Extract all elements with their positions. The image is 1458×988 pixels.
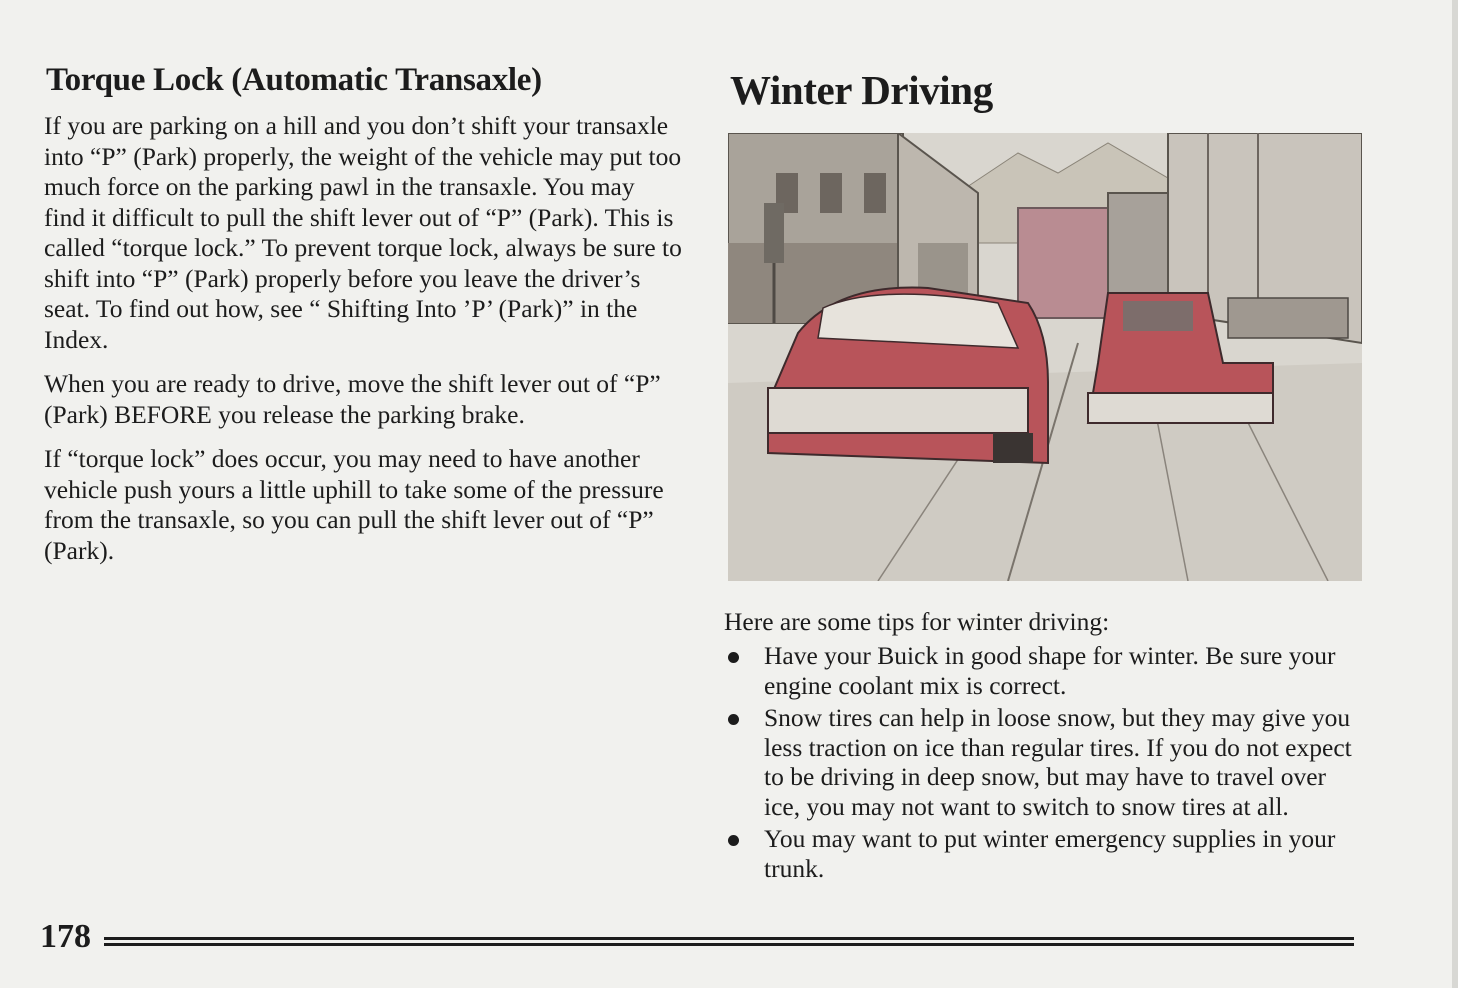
torque-lock-heading: Torque Lock (Automatic Transaxle): [46, 62, 542, 98]
page-footer: [40, 918, 1360, 958]
bullet-icon: [728, 835, 739, 846]
footer-rule: [104, 937, 1354, 946]
right-column: [726, 66, 1366, 134]
tips-list: [724, 641, 1364, 883]
page-number: 178: [40, 918, 91, 955]
tip-text: You may want to put winter emergency supplies in your trunk.: [764, 824, 1336, 883]
tip-text: Snow tires can help in loose snow, but they may give you less traction on ice than regular tires. If you do not expect to be driving in deep snow, but may have to travel over ice, you may not want to switch to snow tires at all.: [764, 703, 1352, 821]
torque-lock-paragraph-3: If “torque lock” does occur, you may need to have another vehicle push yours a little uphill to take some of the pressure from the transaxle, so you can pull the shift lever out of “P” (Park).: [44, 444, 664, 565]
winter-driving-heading: Winter Driving: [730, 67, 993, 113]
bullet-icon: [728, 714, 739, 725]
page-edge: [1452, 0, 1458, 988]
torque-lock-paragraph-1: If you are parking on a hill and you don’t shift your transaxle into “P” (Park) properly, the weight of the vehicle may put too much force on the parking pawl in the transaxle. You may find it difficult to pull the shift lever out of “P” (Park). This is called “torque lock.” To prevent torque lock, always be sure to shift into “P” (Park) properly before you leave the driver’s seat. To find out how, see “ Shifting Into ’P’ (Park)” in the Index.: [44, 111, 682, 354]
bullet-icon: [728, 652, 739, 663]
tip-item: [724, 824, 1364, 883]
winter-tips: [724, 606, 1364, 886]
torque-lock-paragraph-2: When you are ready to drive, move the shift lever out of “P” (Park) BEFORE you release the parking brake.: [44, 369, 661, 429]
tip-item: [724, 641, 1364, 700]
tip-text: Have your Buick in good shape for winter. Be sure your engine coolant mix is correct.: [764, 641, 1336, 700]
left-column: [42, 62, 682, 580]
winter-street-illustration: [728, 133, 1362, 581]
tip-item: [724, 703, 1364, 821]
tips-intro: Here are some tips for winter driving:: [724, 607, 1110, 636]
